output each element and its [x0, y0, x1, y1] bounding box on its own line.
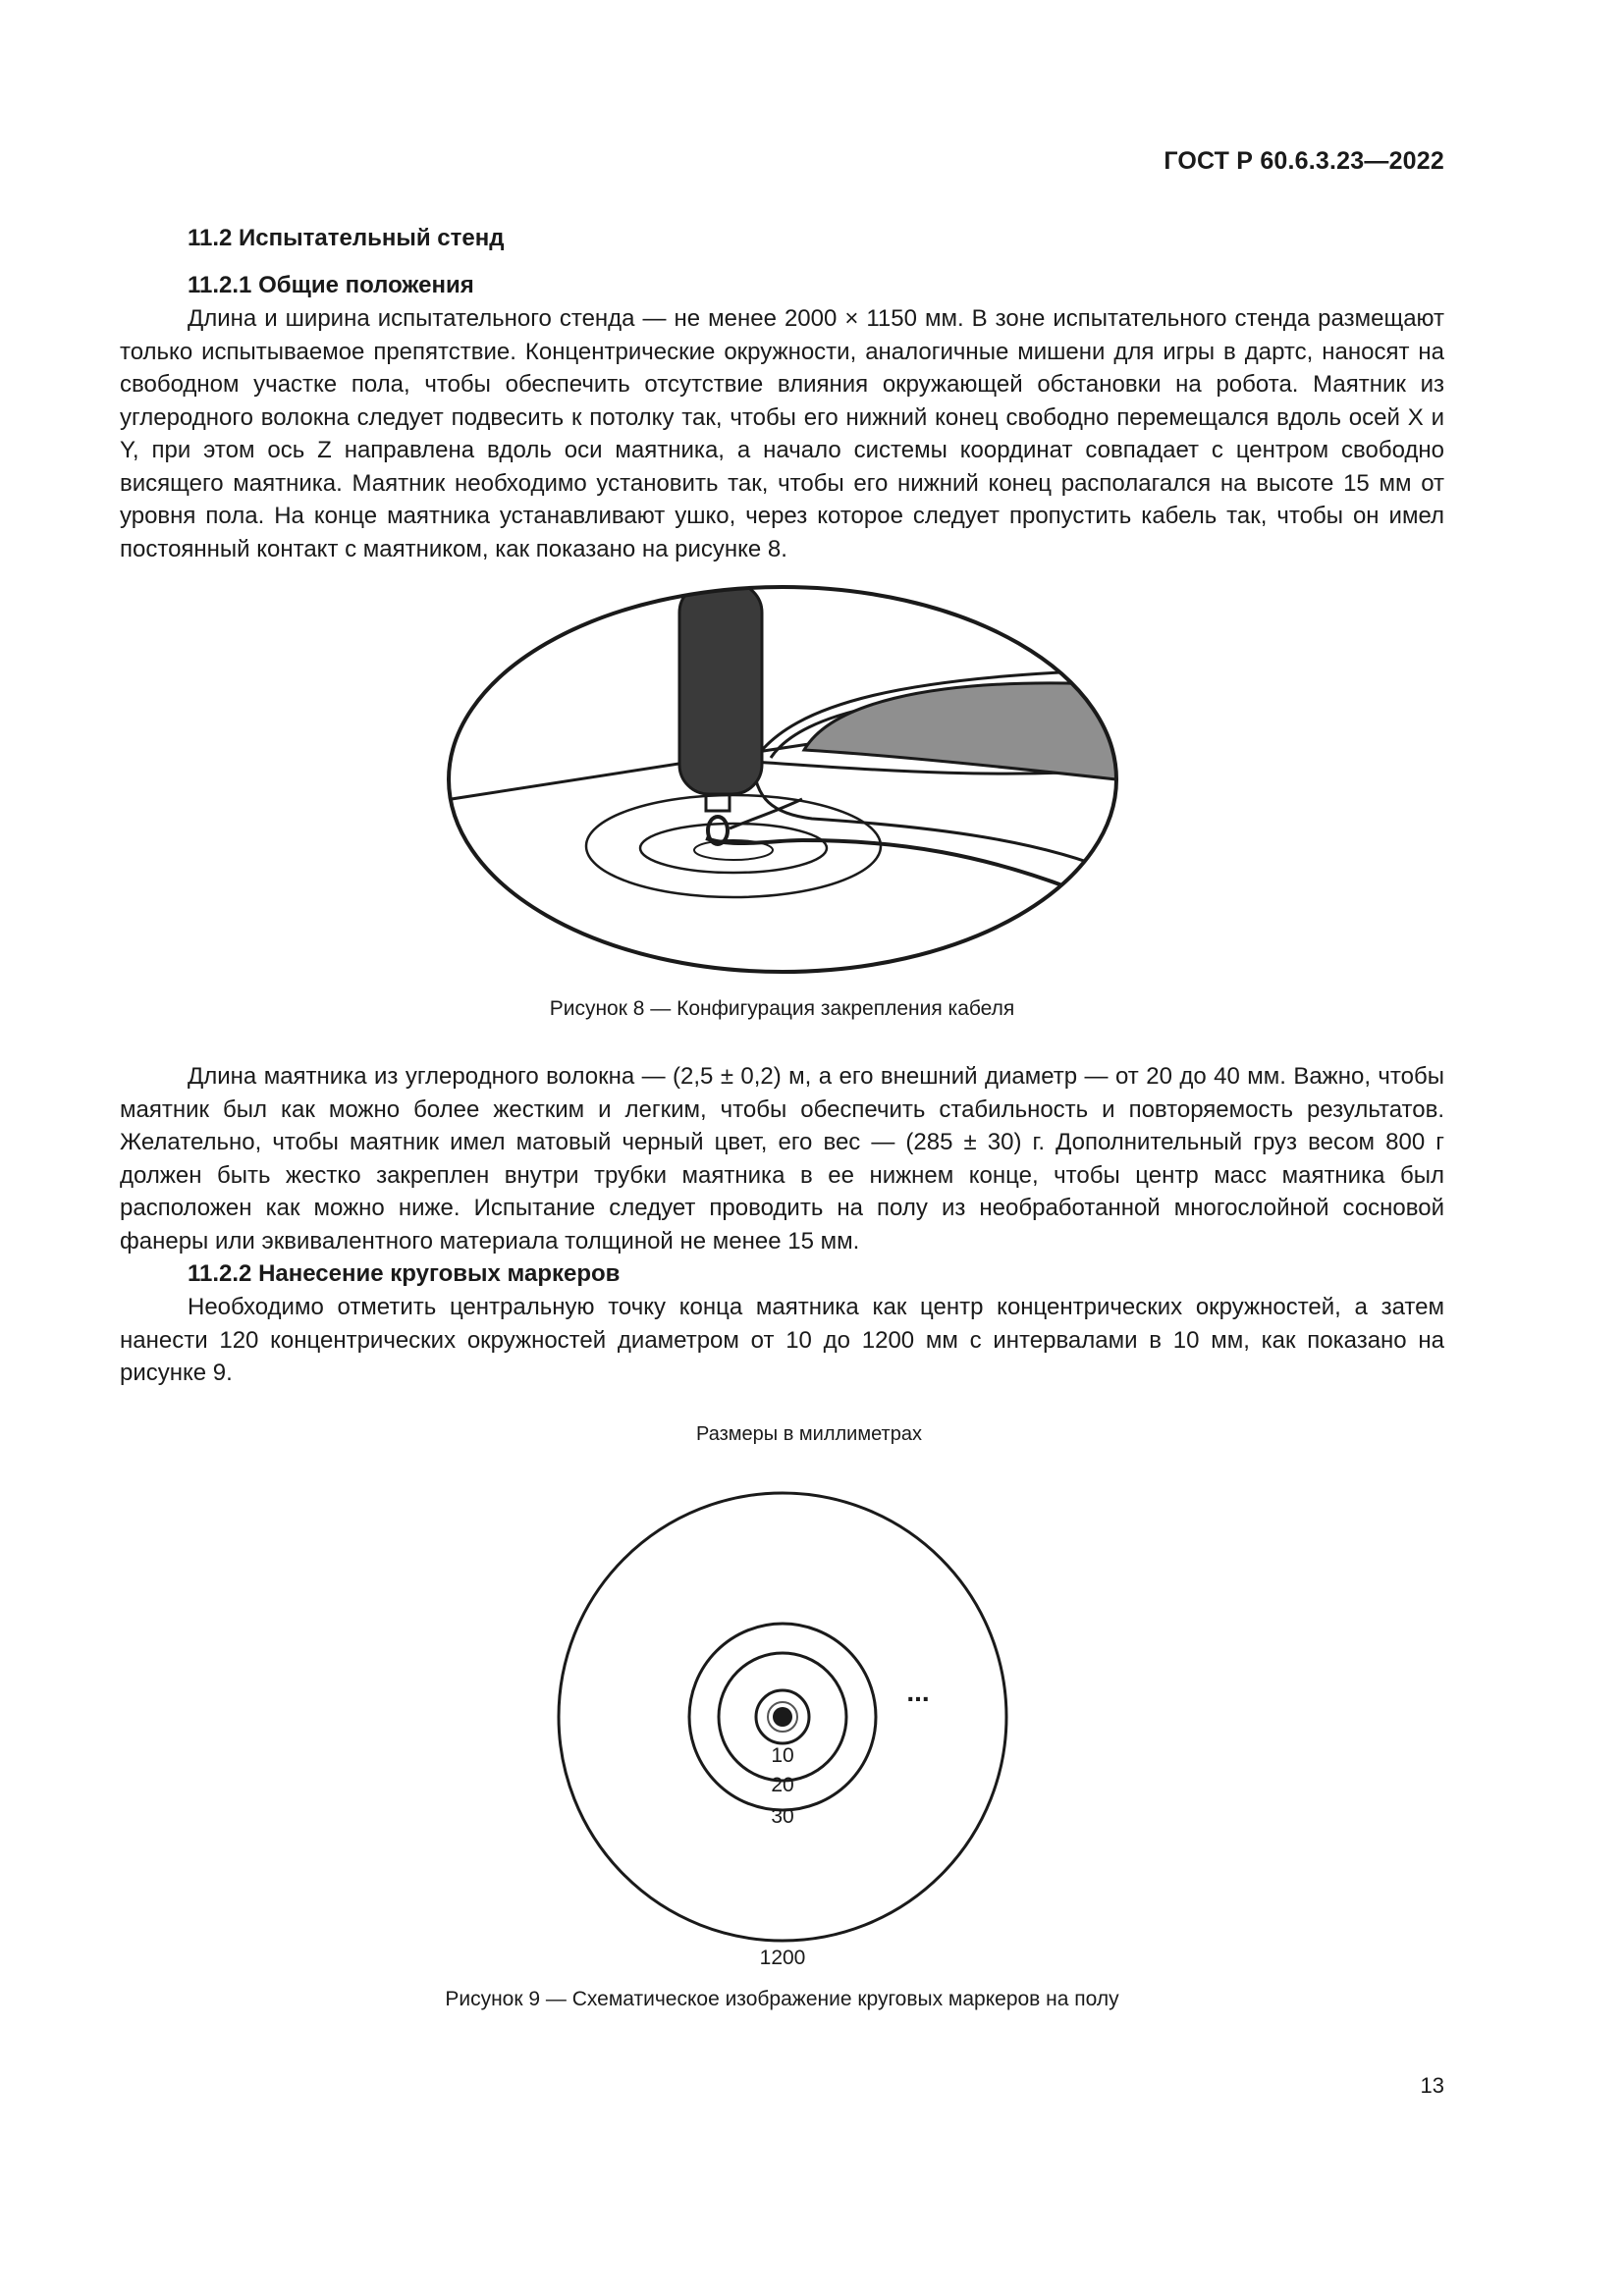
ellipsis-label: ... [905, 1676, 930, 1707]
units-note: Размеры в миллиметрах [696, 1422, 922, 1445]
section-heading: 11.2 Испытательный стенд [188, 225, 505, 251]
label-10: 10 [770, 1743, 794, 1767]
figure-9-caption: Рисунок 9 — Схематическое изображение круговых маркеров на полу [445, 1987, 1119, 2010]
paragraph-markers: Необходимо отметить центральную точку конца маятника как центр концентрических окружностей, а затем нанести 120 концентрических окружностей диаметром от 10 до 1200 мм с интервалами в 10 мм, как показано на рисунке 9. [120, 1294, 1444, 1386]
label-30: 30 [770, 1804, 794, 1828]
label-20: 20 [770, 1773, 794, 1796]
paragraph-general: Длина и ширина испытательного стенда — не менее 2000 × 1150 мм. В зоне испытательного стенда размещают только испытываемое препятствие. Концентрические окружности, аналогичные мишени для игры в дартс, наносят на свободном участке пола, чтобы обеспечить отсутствие влияния окружающей обстановки на робота. Маятник из углеродного волокна следует подвесить к потолку так, чтобы его нижний конец свободно перемещался вдоль осей X и Y, при этом ось Z направлена вдоль оси маятника, а начало системы координат совпадает с центром свободно висящего маятника. Маятник необходимо установить так, чтобы его нижний конец располагался на высоте 15 мм от уровня пола. На конце маятника устанавливают ушко, через которое следует пропустить кабель так, чтобы он имел постоянный контакт с маятником, как показано на рисунке 8. [120, 305, 1444, 562]
label-1200: 1200 [759, 1946, 805, 1969]
paragraph-pendulum: Длина маятника из углеродного волокна — (2,5 ± 0,2) м, а его внешний диаметр — от 20 до 40 мм. Важно, чтобы маятник был как можно более жестким и легким, чтобы обеспечить стабильность и повторяемость результатов. Желательно, чтобы маятник имел матовый черный цвет, его вес — (285 ± 30) г. Дополнительный груз весом 800 г должен быть жестко закреплен внутри трубки маятника в ее нижнем конце, чтобы центр масс маятника был расположен как можно ниже. Испытание следует проводить на полу из необработанной многослойной сосновой фанеры или эквивалентного материала толщиной не менее 15 мм. [120, 1063, 1444, 1255]
subsection-heading-general: 11.2.1 Общие положения [188, 272, 474, 298]
subsection-heading-markers: 11.2.2 Нанесение круговых маркеров [188, 1260, 621, 1287]
document-code: ГОСТ Р 60.6.3.23—2022 [1164, 147, 1444, 175]
center-dot [773, 1707, 792, 1727]
figure-8-illustration [439, 583, 1126, 976]
figure-8-caption: Рисунок 8 — Конфигурация закрепления кабеля [549, 997, 1015, 1020]
figure-9-diagram [527, 1473, 1038, 1984]
page-content [120, 222, 1444, 2011]
page-number: 13 [1420, 2073, 1444, 2098]
